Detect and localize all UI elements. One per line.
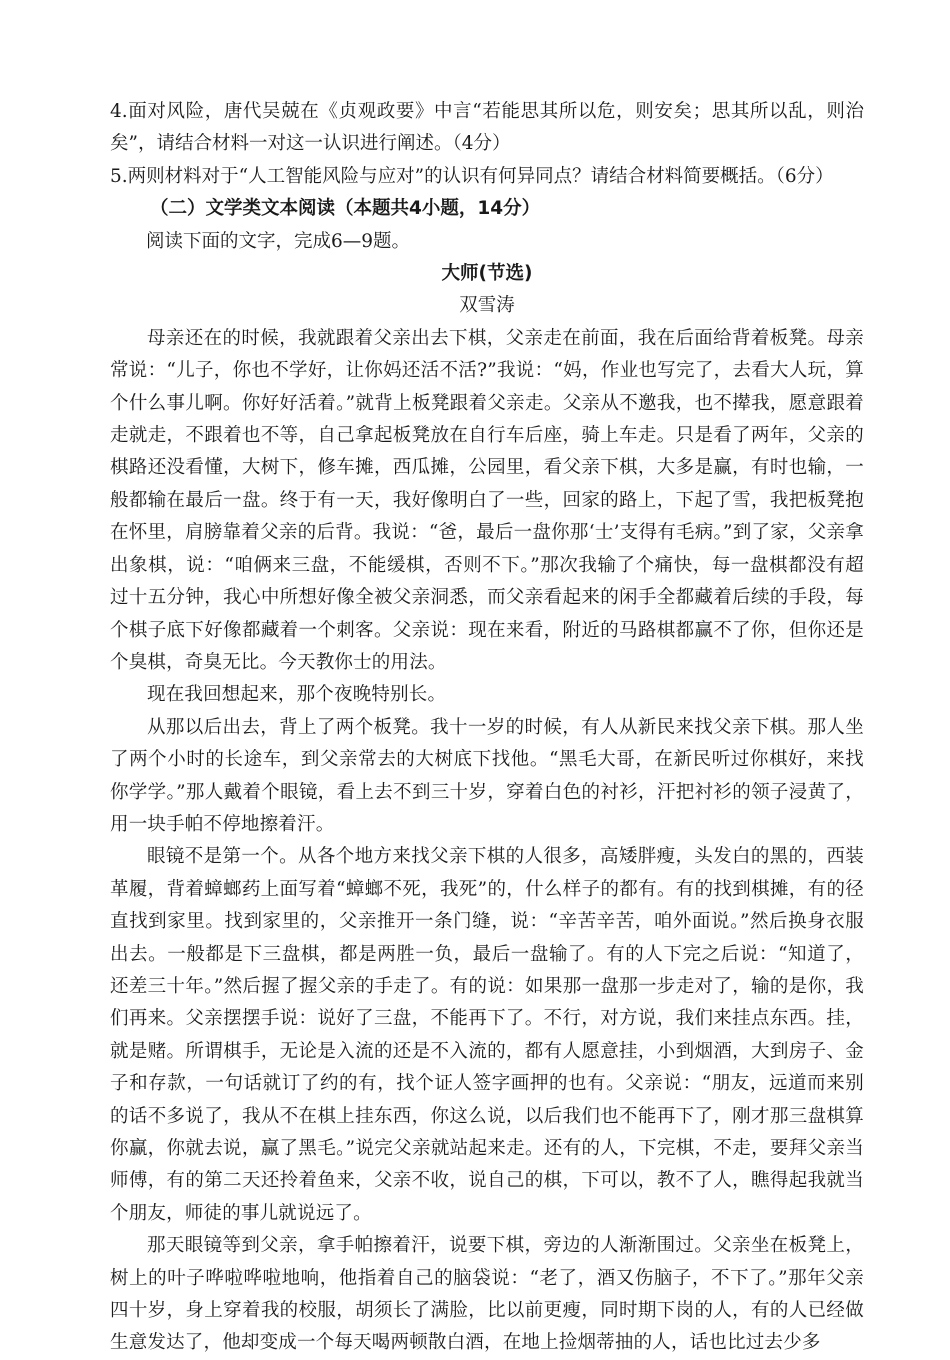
section-heading: （二）文学类文本阅读（本题共4小题，14分） [150,198,541,220]
article-paragraph: 眼镜不是第一个。从各个地方来找父亲下棋的人很多，高矮胖瘦，头发白的黑的，西装革履，背着蟑螂药上面写着“蟑螂不死，我死”的，什么样子的都有。有的找到棋摊，有的径直找到家里。找到家里的，父亲推开一条门缝，说：“辛苦辛苦，咱外面说。”然后换身衣服出去。一般都是下三盘棋，都是两胜一负，最后一盘输了。有的人下完之后说：“知道了，还差三十年。”然后握了握父亲的手走了。有的说：如果那一盘那一步走对了，输的是你，我们再来。父亲摆摆手说：说好了三盘，不能再下了。不行，对方说，我们来挂点东西。挂，就是赌。所谓棋手，无论是入流的还是不入流的，都有人愿意挂，小到烟酒，大到房子、金子和存款，一句话就订了约的有，找个证人签字画押的也有。父亲说：“朋友，远道而来别的话不多说了，我从不在棋上挂东西，你这么说，以后我们也不能再下了，刚才那三盘棋算你赢，你就去说，赢了黑毛。”说完父亲就站起来走。还有的人，下完棋，不走，要拜父亲当师傅，有的第二天还拎着鱼来，父亲不收，说自己的棋，下可以，教不了人，瞧得起我就当个朋友，师徒的事儿就说远了。 [110,846,864,1224]
article-paragraph: 那天眼镜等到父亲，拿手帕擦着汗，说要下棋，旁边的人渐渐围过。父亲坐在板凳上，树上的叶子哗啦哗啦地响，他指着自己的脑袋说：“老了，酒又伤脑子，不下了。”那年父亲四十岁，身上穿着我的校服，胡须长了满脸，比以前更瘦，同时期下岗的人，有的人已经做生意发达了，他却变成一个每天喝两顿散白酒，在地上捡烟蒂抽的人，话也比过去少多 [110,1235,864,1354]
question-5: 5.两则材料对于“人工智能风险与应对”的认识有何异同点？请结合材料简要概括。（6分） [110,165,834,187]
reading-instruction: 阅读下面的文字，完成6—9题。 [146,230,411,252]
article-author: 双雪涛 [459,295,515,317]
article-paragraph: 母亲还在的时候，我就跟着父亲出去下棋，父亲走在前面，我在后面给背着板凳。母亲常说：“儿子，你也不学好，让你妈还活不活?”我说：“妈，作业也写完了，去看大人玩，算个什么事儿啊。你好好活着。”就背上板凳跟着父亲走。父亲从不邀我，也不撵我，愿意跟着走就走，不跟着也不等，自己拿起板凳放在自行车后座，骑上车走。只是看了两年，父亲的棋路还没看懂，大树下，修车摊，西瓜摊，公园里，看父亲下棋，大多是赢，有时也输，一般都输在最后一盘。终于有一天，我好像明白了一些，回家的路上，下起了雪，我把板凳抱在怀里，肩膀靠着父亲的后背。我说：“爸，最后一盘你那‘士’支得有毛病。”到了家，父亲拿出象棋，说：“咱俩来三盘，不能缓棋，否则不下。”那次我输了个痛快，每一盘棋都没有超过十五分钟，我心中所想好像全被父亲洞悉，而父亲看起来的闲手全都藏着后续的手段，每个棋子底下好像都藏着一个刺客。父亲说：现在来看，附近的马路棋都赢不了你，但你还是个臭棋，奇臭无比。今天教你士的用法。 [110,327,864,673]
article-paragraph: 从那以后出去，背上了两个板凳。我十一岁的时候，有人从新民来找父亲下棋。那人坐了两个小时的长途车，到父亲常去的大树底下找他。“黑毛大哥，在新民听过你棋好，来找你学学。”那人戴着个眼镜，看上去不到三十岁，穿着白色的衬衫，汗把衬衫的领子浸黄了，用一块手帕不停地擦着汗。 [110,716,864,835]
question-4: 4.面对风险，唐代吴兢在《贞观政要》中言“若能思其所以危，则安矣；思其所以乱，则治矣”，请结合材料一对这一认识进行阐述。（4分） [110,101,864,155]
article-title: 大师(节选) [441,263,533,285]
article-paragraph: 现在我回想起来，那个夜晚特别长。 [147,684,447,706]
